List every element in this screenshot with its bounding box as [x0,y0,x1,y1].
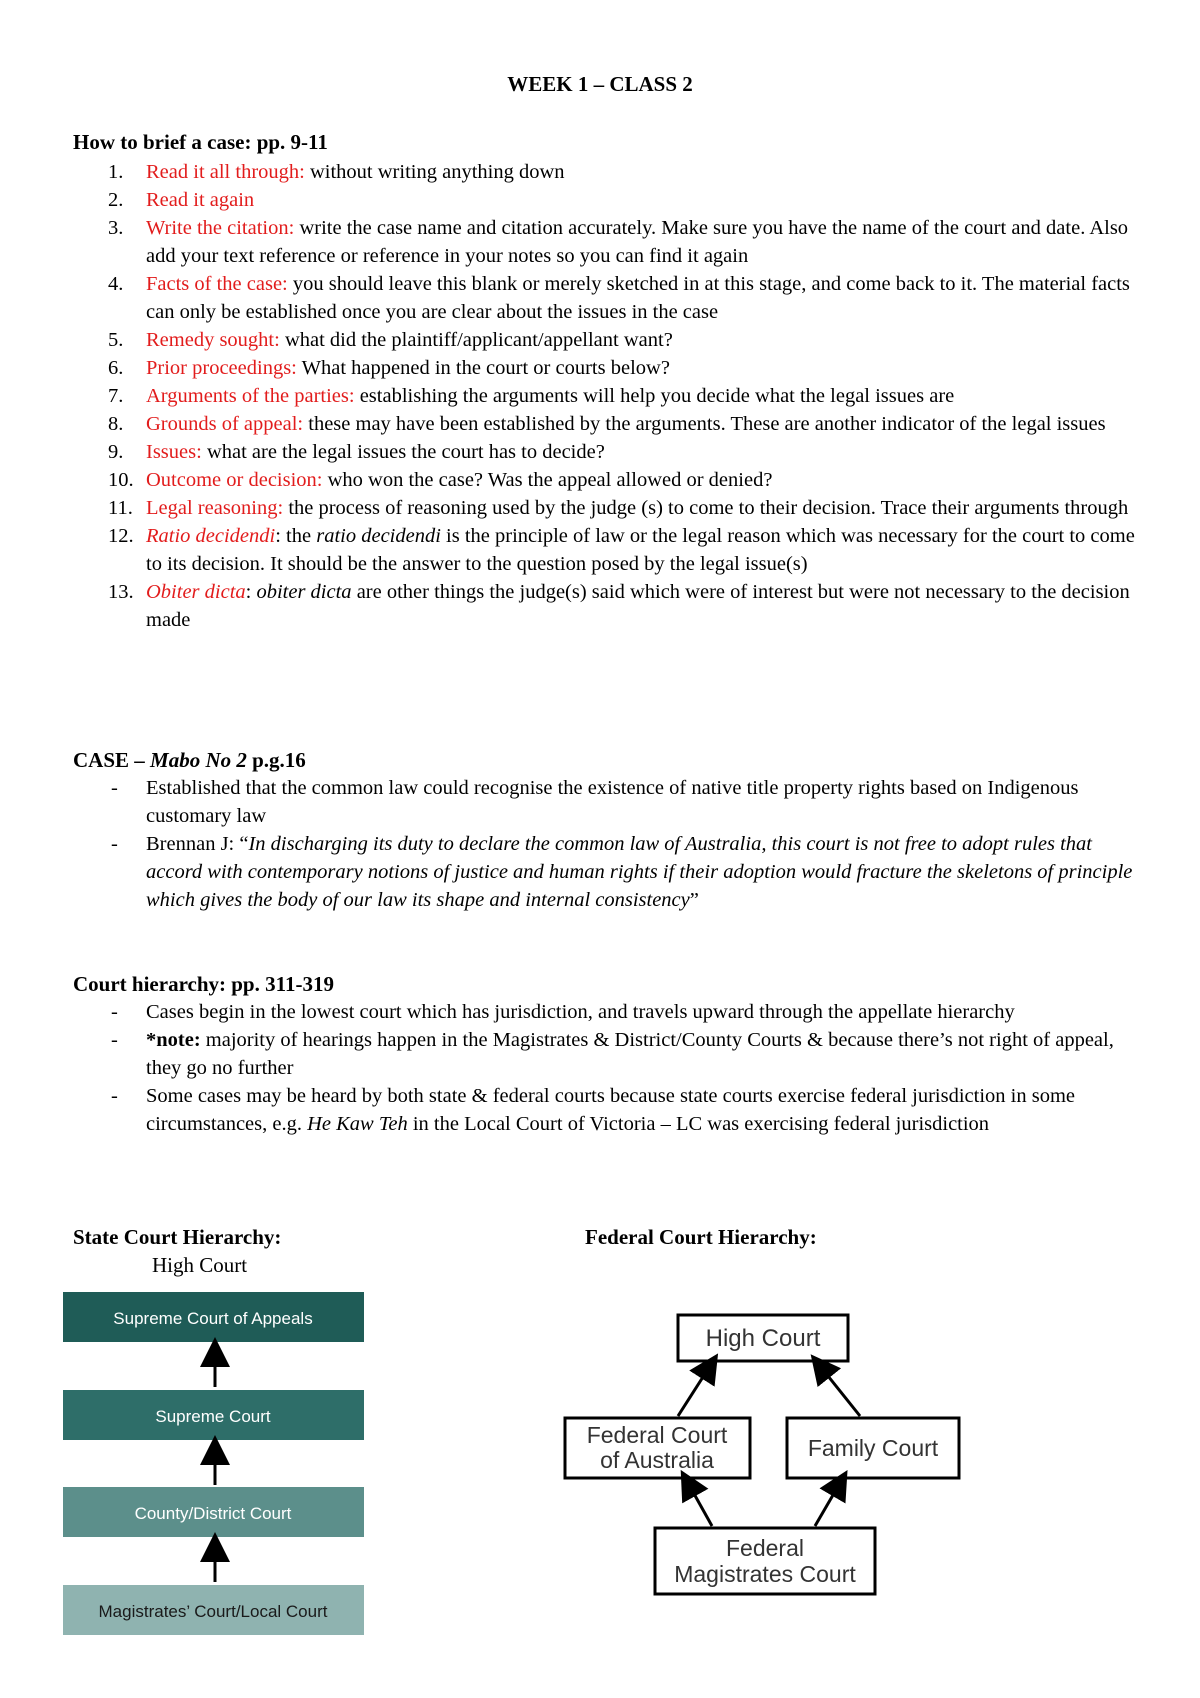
list-item: - *note: majority of hearings happen in the Magistrates & District/County Courts & because there’s not right of appeal, they go no further [111,1029,1114,1079]
list-item: 11. Legal reasoning: the process of reasoning used by the judge (s) to come to their decision. Trace their arguments through [108,497,1129,519]
state-high-court-label: High Court [152,1253,248,1277]
state-level-label: Magistrates’ Court/Local Court [98,1602,328,1621]
list-item: - Established that the common law could recognise the existence of native title property rights based on Indigenous customary law [111,777,1079,827]
list-item: 6. Prior proceedings: What happened in the court or courts below? [108,357,670,379]
court-heading: Court hierarchy: pp. 311-319 [73,972,334,996]
family-court-label: Family Court [807,1435,939,1461]
federal-magistrates-label-line1: Federal [726,1535,804,1561]
list-item: 7. Arguments of the parties: establishing the arguments will help you decide what the legal issues are [108,385,955,407]
state-level-label: County/District Court [134,1504,292,1523]
federal-magistrates-label-line2: Magistrates Court [674,1561,856,1587]
brief-heading: How to brief a case: pp. 9-11 [73,130,328,154]
list-item: 3. Write the citation: write the case name and citation accurately. Make sure you have the name of the court and date. Also add your text reference or reference in your notes so you can find it again [108,217,1129,267]
state-level-label: Supreme Court of Appeals [113,1309,313,1328]
federal-court-label-line1: Federal Court [586,1422,728,1448]
list-item: 4. Facts of the case: you should leave this blank or merely sketched in at this stage, and come back to it. The material facts can only be established once you are clear about the issues in the case [108,273,1130,323]
federal-court-label-line2: of Australia [600,1447,714,1473]
list-item: 1. Read it all through: without writing anything down [108,161,565,183]
page-title: WEEK 1 – CLASS 2 [507,72,693,96]
federal-hierarchy-heading: Federal Court Hierarchy: [585,1225,817,1249]
list-item: 5. Remedy sought: what did the plaintiff/applicant/appellant want? [108,329,673,351]
up-arrow-icon [688,1483,712,1526]
list-item: 10. Outcome or decision: who won the case? Was the appeal allowed or denied? [108,469,773,491]
mabo-heading: CASE – Mabo No 2 p.g.16 [73,748,306,772]
list-item: 2. Read it again [108,189,255,211]
state-hierarchy-heading: State Court Hierarchy: [73,1225,282,1249]
up-arrow-icon [820,1366,860,1416]
up-arrow-icon [678,1366,710,1416]
up-arrow-icon [815,1483,840,1526]
list-item: 12. Ratio decidendi: the ratio decidendi is the principle of law or the legal reason which was necessary for the court to come to its decision. It should be the answer to the question posed by the legal issue(s) [108,525,1135,575]
list-item: - Cases begin in the lowest court which has jurisdiction, and travels upward through the appellate hierarchy [111,1001,1015,1023]
list-item: 9. Issues: what are the legal issues the court has to decide? [108,441,605,463]
list-item: - Some cases may be heard by both state & federal courts because state courts exercise federal jurisdiction in some circumstances, e.g. He Kaw Teh in the Local Court of Victoria – LC was exercising federal jurisdiction [111,1085,1075,1135]
state-level-label: Supreme Court [155,1407,271,1426]
list-item: 8. Grounds of appeal: these may have been established by the arguments. These are another indicator of the legal issues [108,413,1106,435]
list-item: 13. Obiter dicta: obiter dicta are other things the judge(s) said which were of interest but were not necessary to the decision made [108,581,1130,631]
list-item: - Brennan J: “In discharging its duty to declare the common law of Australia, this court is not free to adopt rules that accord with contemporary notions of justice and human rights if their adoption would fracture the skeletons of principle which gives the body of our law its shape and internal consistency” [111,833,1133,911]
federal-high-court-label: High Court [705,1325,821,1352]
